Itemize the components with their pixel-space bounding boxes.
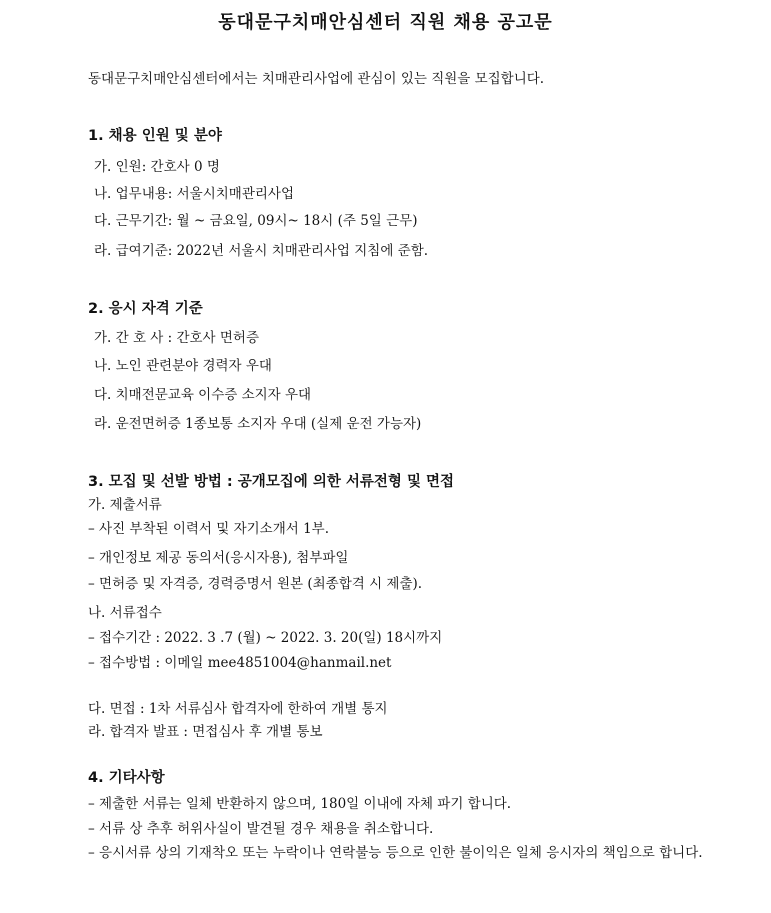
section3-doc-item: – 개인정보 제공 동의서(응시자용), 첨부파일 (88, 550, 349, 566)
section1-heading: 1. 채용 인원 및 분야 (88, 128, 222, 144)
section3-receipt-item: – 접수기간 : 2022. 3 .7 (월) ~ 2022. 3. 20(일) 18시까지 (88, 630, 443, 646)
section4-item: – 제출한 서류는 일체 반환하지 않으며, 180일 이내에 자체 파기 합니다. (88, 796, 512, 812)
section3-subheading-receipt: 나. 서류접수 (88, 605, 162, 621)
intro-text: 동대문구치매안심센터에서는 치매관리사업에 관심이 있는 직원을 모집합니다. (88, 71, 545, 87)
section4-heading: 4. 기타사항 (88, 770, 165, 786)
section3-receipt-item: – 접수방법 : 이메일 mee4851004@hanmail.net (88, 655, 392, 671)
section3-announcement: 라. 합격자 발표 : 면접심사 후 개별 통보 (88, 724, 323, 740)
section2-item: 가. 간 호 사 : 간호사 면허증 (94, 330, 259, 346)
section1-item: 다. 근무기간: 월 ~ 금요일, 09시~ 18시 (주 5일 근무) (94, 213, 418, 229)
section4-item: – 응시서류 상의 기재착오 또는 누락이나 연락불능 등으로 인한 불이익은 일체 응시자의 책임으로 합니다. (88, 845, 703, 861)
section3-interview: 다. 면접 : 1차 서류심사 합격자에 한하여 개별 통지 (88, 701, 388, 717)
section3-heading: 3. 모집 및 선발 방법 : 공개모집에 의한 서류전형 및 면접 (88, 474, 455, 490)
section3-doc-item: – 사진 부착된 이력서 및 자기소개서 1부. (88, 521, 329, 537)
document-title: 동대문구치매안심센터 직원 채용 공고문 (218, 12, 553, 33)
section2-item: 라. 운전면허증 1종보통 소지자 우대 (실제 운전 가능자) (94, 416, 422, 432)
section2-heading: 2. 응시 자격 기준 (88, 301, 203, 317)
section2-item: 다. 치매전문교육 이수증 소지자 우대 (94, 387, 312, 403)
section1-item: 나. 업무내용: 서울시치매관리사업 (94, 186, 294, 202)
section4-item: – 서류 상 추후 허위사실이 발견될 경우 채용을 취소합니다. (88, 821, 434, 837)
section2-item: 나. 노인 관련분야 경력자 우대 (94, 358, 272, 374)
section3-doc-item: – 면허증 및 자격증, 경력증명서 원본 (최종합격 시 제출). (88, 576, 423, 592)
section3-subheading-docs: 가. 제출서류 (88, 497, 162, 513)
section1-item: 라. 급여기준: 2022년 서울시 치매관리사업 지침에 준함. (94, 243, 429, 259)
section1-item: 가. 인원: 간호사 0 명 (94, 159, 220, 175)
